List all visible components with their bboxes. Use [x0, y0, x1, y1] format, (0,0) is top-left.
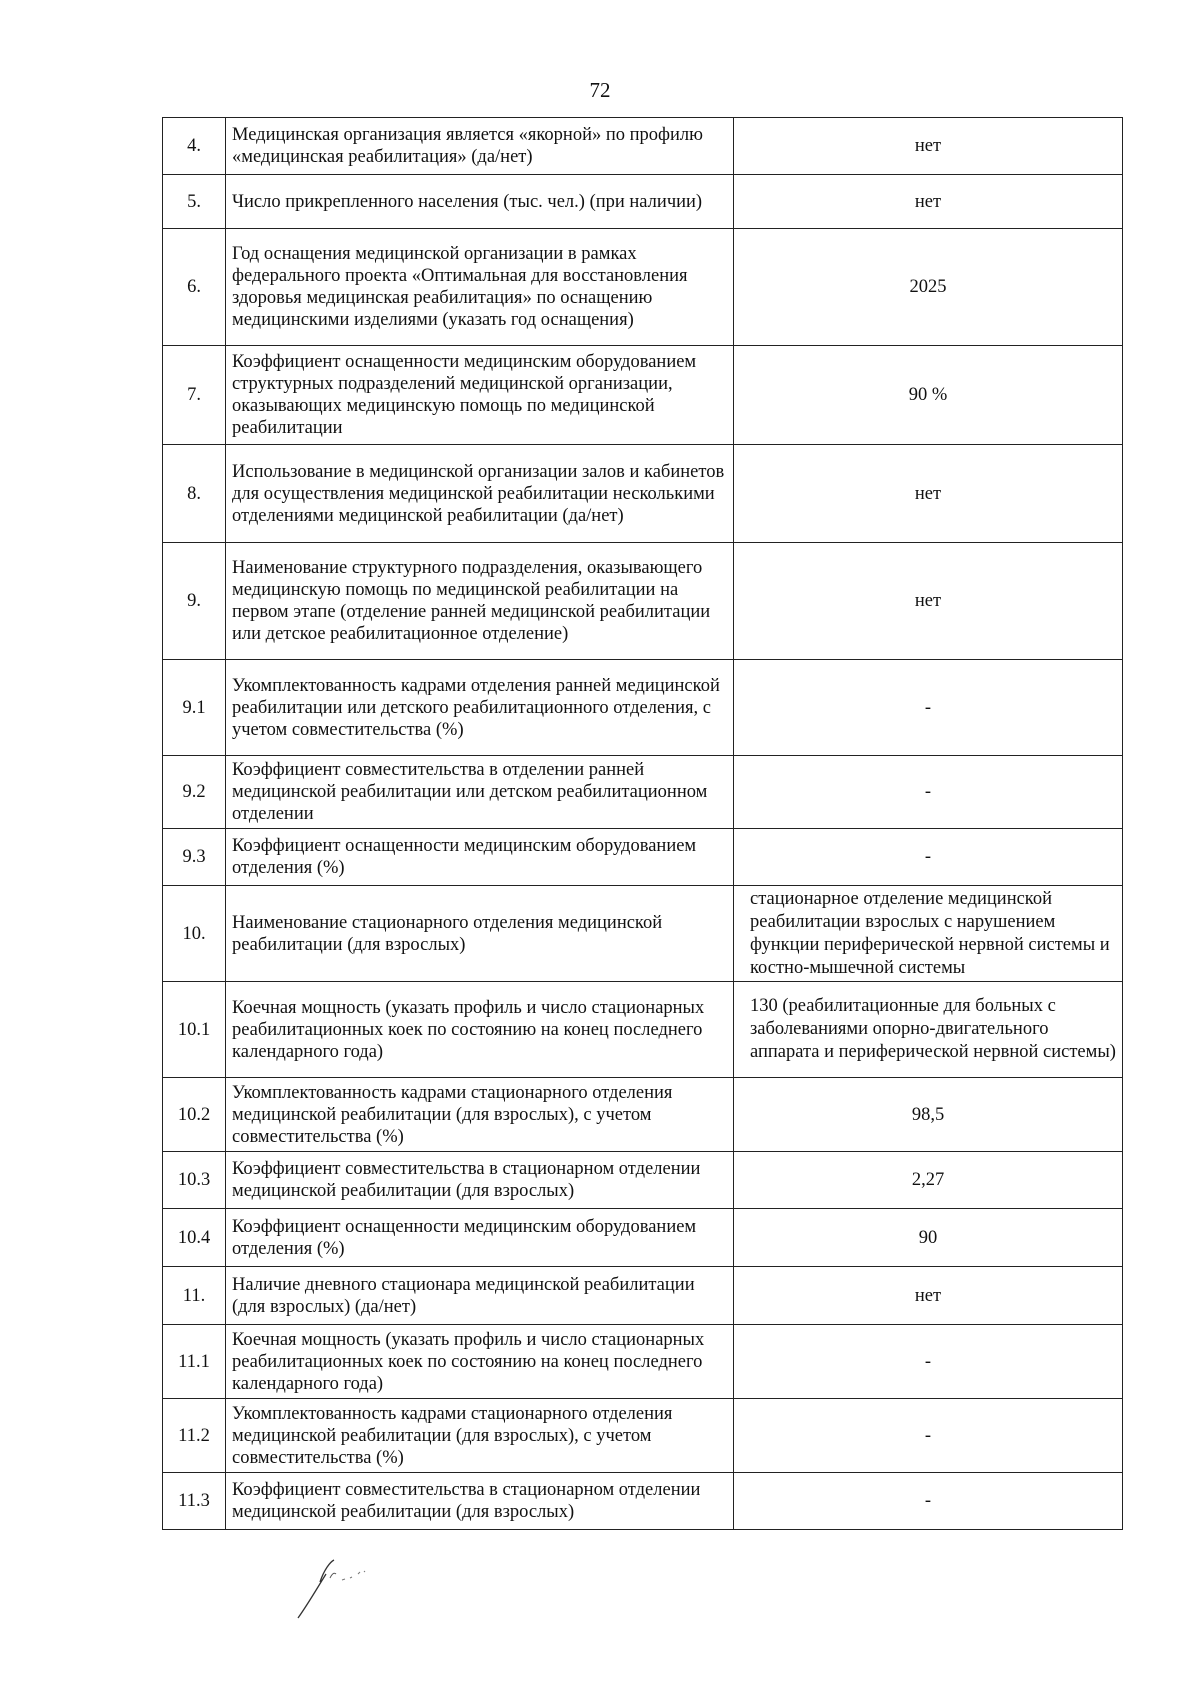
- row-number: 9.3: [163, 829, 226, 886]
- indicator-name: Число прикрепленного населения (тыс. чел.) (при наличии): [226, 175, 734, 229]
- indicator-name: Коечная мощность (указать профиль и число стационарных реабилитационных коек по состоянию на конец последнего календарного года): [226, 1325, 734, 1399]
- row-number: 9.2: [163, 756, 226, 829]
- indicator-name: Наименование структурного подразделения, оказывающего медицинскую помощь по медицинской реабилитации на первом этапе (отделение ранней медицинской реабилитации или детское реабилитационное отделение): [226, 543, 734, 660]
- indicator-name: Наличие дневного стационара медицинской реабилитации (для взрослых) (да/нет): [226, 1267, 734, 1325]
- indicators-table-body: [163, 118, 1123, 1530]
- table-row: [163, 660, 1123, 756]
- row-number: 10.4: [163, 1209, 226, 1267]
- table-row: [163, 1473, 1123, 1530]
- indicator-value: 130 (реабилитационные для больных с заболеваниями опорно-двигательного аппарата и периферической нервной системы): [734, 982, 1123, 1078]
- page-number: 72: [589, 78, 611, 102]
- indicator-value: 98,5: [734, 1078, 1123, 1152]
- indicator-value: нет: [734, 118, 1123, 175]
- indicator-value: стационарное отделение медицинской реабилитации взрослых с нарушением функции периферической нервной системы и костно-мышечной системы: [734, 886, 1123, 982]
- table-row: [163, 982, 1123, 1078]
- indicator-name: Коэффициент совместительства в стационарном отделении медицинской реабилитации (для взрослых): [226, 1152, 734, 1209]
- indicator-value: 2,27: [734, 1152, 1123, 1209]
- indicator-value: -: [734, 1399, 1123, 1473]
- row-number: 10.2: [163, 1078, 226, 1152]
- indicator-value: -: [734, 1473, 1123, 1530]
- table-row: [163, 175, 1123, 229]
- table-row: [163, 229, 1123, 346]
- indicator-value: нет: [734, 543, 1123, 660]
- table-row: [163, 1152, 1123, 1209]
- row-number: 11.3: [163, 1473, 226, 1530]
- indicator-name: Укомплектованность кадрами отделения ранней медицинской реабилитации или детского реабилитационного отделения, с учетом совместительства (%): [226, 660, 734, 756]
- table-row: [163, 118, 1123, 175]
- row-number: 6.: [163, 229, 226, 346]
- indicator-value: 2025: [734, 229, 1123, 346]
- table-row: [163, 1399, 1123, 1473]
- indicator-value: 90: [734, 1209, 1123, 1267]
- indicator-name: Использование в медицинской организации залов и кабинетов для осуществления медицинской реабилитации несколькими отделениями медицинской реабилитации (да/нет): [226, 445, 734, 543]
- indicator-name: Коэффициент оснащенности медицинским оборудованием структурных подразделений медицинской организации, оказывающих медицинскую помощь по медицинской реабилитации: [226, 346, 734, 445]
- table-row: [163, 1325, 1123, 1399]
- handwritten-signature: [290, 1552, 410, 1622]
- indicator-value: нет: [734, 445, 1123, 543]
- table-row: [163, 829, 1123, 886]
- table-row: [163, 543, 1123, 660]
- row-number: 11.1: [163, 1325, 226, 1399]
- indicator-name: Коэффициент совместительства в отделении ранней медицинской реабилитации или детском реабилитационном отделении: [226, 756, 734, 829]
- row-number: 10.1: [163, 982, 226, 1078]
- table-row: [163, 445, 1123, 543]
- indicator-name: Коечная мощность (указать профиль и число стационарных реабилитационных коек по состоянию на конец последнего календарного года): [226, 982, 734, 1078]
- indicator-value: -: [734, 660, 1123, 756]
- indicator-value: -: [734, 829, 1123, 886]
- row-number: 9.: [163, 543, 226, 660]
- table-row: [163, 1078, 1123, 1152]
- row-number: 11.2: [163, 1399, 226, 1473]
- row-number: 7.: [163, 346, 226, 445]
- table-row: [163, 886, 1123, 982]
- table-row: [163, 1209, 1123, 1267]
- row-number: 10.: [163, 886, 226, 982]
- indicator-value: -: [734, 1325, 1123, 1399]
- indicator-name: Медицинская организация является «якорной» по профилю «медицинская реабилитация» (да/нет): [226, 118, 734, 175]
- table-row: [163, 1267, 1123, 1325]
- row-number: 9.1: [163, 660, 226, 756]
- indicator-name: Коэффициент оснащенности медицинским оборудованием отделения (%): [226, 1209, 734, 1267]
- table-row: [163, 346, 1123, 445]
- indicator-name: Укомплектованность кадрами стационарного отделения медицинской реабилитации (для взрослых), с учетом совместительства (%): [226, 1399, 734, 1473]
- row-number: 8.: [163, 445, 226, 543]
- indicator-value: -: [734, 756, 1123, 829]
- row-number: 10.3: [163, 1152, 226, 1209]
- indicator-name: Коэффициент оснащенности медицинским оборудованием отделения (%): [226, 829, 734, 886]
- indicator-name: Год оснащения медицинской организации в рамках федерального проекта «Оптимальная для восстановления здоровья медицинская реабилитация» по оснащению медицинскими изделиями (указать год оснащения): [226, 229, 734, 346]
- indicator-value: нет: [734, 1267, 1123, 1325]
- row-number: 4.: [163, 118, 226, 175]
- table-row: [163, 756, 1123, 829]
- indicator-name: Укомплектованность кадрами стационарного отделения медицинской реабилитации (для взрослых), с учетом совместительства (%): [226, 1078, 734, 1152]
- indicator-value: 90 %: [734, 346, 1123, 445]
- indicator-name: Наименование стационарного отделения медицинской реабилитации (для взрослых): [226, 886, 734, 982]
- row-number: 11.: [163, 1267, 226, 1325]
- indicator-name: Коэффициент совместительства в стационарном отделении медицинской реабилитации (для взрослых): [226, 1473, 734, 1530]
- indicator-value: нет: [734, 175, 1123, 229]
- indicators-table: [162, 117, 1123, 1530]
- row-number: 5.: [163, 175, 226, 229]
